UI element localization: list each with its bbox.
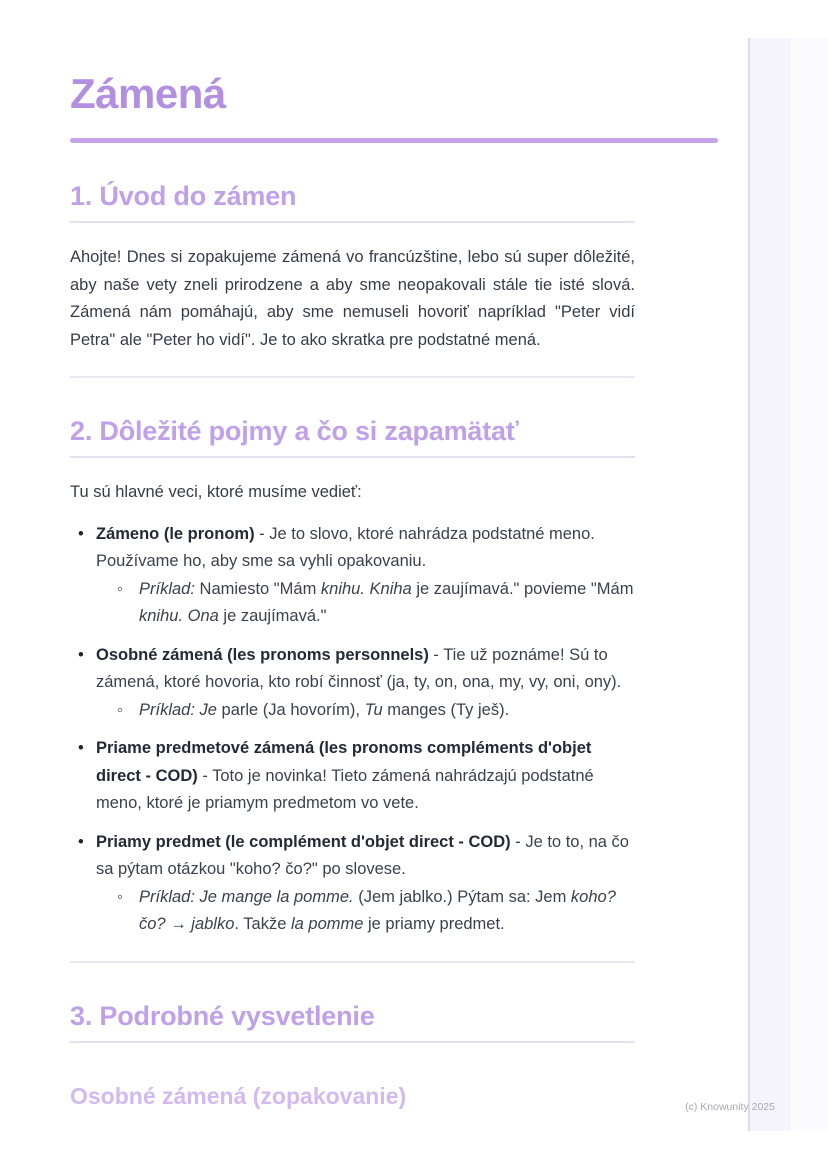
subsection-heading: Osobné zámená (zopakovanie) <box>70 1082 407 1109</box>
section-explanation <box>70 999 718 1111</box>
example-item: ◦ Príklad: Je parle (Ja hovorím), Tu manges (Ty ješ). <box>117 697 636 725</box>
section-1-heading: 1. Úvod do zámen <box>70 181 297 211</box>
example-list <box>96 697 636 725</box>
footer-credit: (c) Knowunity 2025 <box>685 1101 775 1113</box>
title-rule <box>70 138 718 143</box>
section-3-heading-rule <box>70 1041 635 1043</box>
section-concepts <box>70 414 718 963</box>
concept-text: Zámeno (le pronom) - Je to slovo, ktoré nahrádza podstatné meno. Používame ho, aby sme sa vyhli opakovaniu. <box>96 524 595 570</box>
section-divider <box>70 961 635 963</box>
concept-text: Osobné zámená (les pronoms personnels) - Tie už poznáme! Sú to zámená, ktoré hovoria, kto robí činnosť (ja, ty, on, ona, my, vy, oni, ony). <box>96 645 622 691</box>
list-item <box>70 829 636 939</box>
page-edge-stripe <box>748 38 791 1131</box>
section-1-heading-rule <box>70 221 635 223</box>
example-item: ◦ Príklad: Je mange la pomme. (Jem jablko.) Pýtam sa: Jem koho? čo? → jablko. Takže la pomme je priamy predmet. <box>117 884 636 939</box>
list-item <box>70 735 636 818</box>
document-page <box>70 0 718 1111</box>
list-item <box>70 642 636 725</box>
example-list <box>96 884 636 939</box>
section-intro <box>70 179 718 378</box>
concept-text: Priamy predmet (le complément d'objet direct - COD) - Je to to, na čo sa pýtam otázkou "koho? čo?" po slovese. <box>96 832 629 878</box>
section-2-heading-rule <box>70 456 635 458</box>
concepts-list <box>70 521 636 939</box>
concepts-intro: Tu sú hlavné veci, ktoré musíme vedieť: <box>70 483 362 501</box>
list-item <box>70 521 636 631</box>
section-divider <box>70 376 635 378</box>
page-edge-light <box>793 38 828 1131</box>
page-title: Zámená <box>70 70 226 117</box>
section-3-heading: 3. Podrobné vysvetlenie <box>70 1000 375 1031</box>
concept-text: Priame predmetové zámená (les pronoms compléments d'objet direct - COD) - Toto je novinka! Tieto zámená nahrádzajú podstatné meno, ktoré je priamym predmetom vo vete. <box>96 739 594 812</box>
example-item: ◦ Príklad: Namiesto "Mám knihu. Kniha je zaujímavá." povieme "Mám knihu. Ona je zaujímavá." <box>117 576 636 631</box>
intro-paragraph: Ahojte! Dnes si zopakujeme zámená vo francúzštine, lebo sú super dôležité, aby naše vety zneli prirodzene a aby sme neopakovali stále tie isté slová. Zámená nám pomáhajú, aby sme nemuseli hovoriť napríklad "Peter vidí Petra" ale "Peter ho vidí". Je to ako skratka pre podstatné mená. <box>70 248 635 349</box>
example-list <box>96 576 636 631</box>
section-2-heading: 2. Dôležité pojmy a čo si zapamätať <box>70 416 519 446</box>
